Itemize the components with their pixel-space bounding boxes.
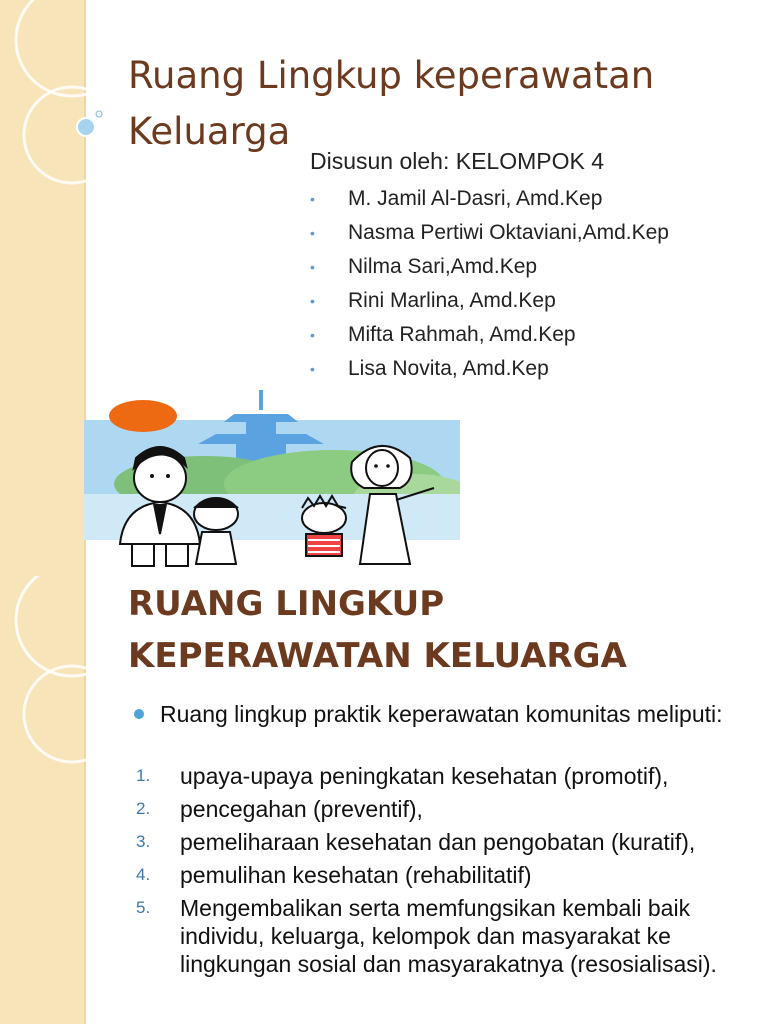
list-text: pemulihan kesehatan (rehabilitatif): [180, 862, 532, 888]
member-list: [310, 182, 669, 386]
slide-2: [0, 576, 768, 1024]
list-text: pemeliharaan kesehatan dan pengobatan (kuratif),: [180, 829, 696, 855]
member-item: [310, 182, 669, 216]
slide-title-line-2: KEPERAWATAN KELUARGA: [128, 636, 627, 676]
bullet-icon: •: [310, 293, 315, 309]
list-item: [128, 762, 748, 790]
bullet-icon: •: [310, 225, 315, 241]
intro-text: Ruang lingkup praktik keperawatan komunitas meliputi:: [160, 701, 723, 727]
member-name: Nasma Pertiwi Oktaviani,Amd.Kep: [348, 221, 669, 244]
slide-title: [128, 578, 627, 682]
scope-list: [128, 762, 748, 983]
list-number: 3.: [136, 832, 151, 851]
author-heading: Disusun oleh: KELOMPOK 4: [310, 148, 605, 174]
member-item: [310, 250, 669, 284]
member-item: [310, 318, 669, 352]
side-strip: [0, 576, 86, 1024]
family-illustration: [84, 384, 460, 576]
member-name: Mifta Rahmah, Amd.Kep: [348, 323, 576, 346]
member-name: Rini Marlina, Amd.Kep: [348, 289, 556, 312]
intro-paragraph: [160, 700, 740, 729]
list-item: [128, 828, 748, 856]
member-name: M. Jamil Al-Dasri, Amd.Kep: [348, 187, 603, 210]
member-name: Lisa Novita, Amd.Kep: [348, 357, 549, 380]
bullet-icon: •: [310, 327, 315, 343]
list-item: [128, 861, 748, 889]
list-item: [128, 894, 748, 978]
slide-title-line-1: RUANG LINGKUP: [128, 584, 445, 624]
bullet-dot-icon: [134, 709, 144, 719]
list-number: 2.: [136, 799, 151, 818]
member-item: [310, 352, 669, 386]
slide-title: [128, 48, 654, 160]
slide-title-line-1: Ruang Lingkup keperawatan: [128, 54, 655, 97]
list-text: pencegahan (preventif),: [180, 796, 423, 822]
list-number: 1.: [136, 766, 151, 785]
member-item: [310, 216, 669, 250]
slide-title-line-2: Keluarga: [128, 110, 291, 153]
list-number: 4.: [136, 865, 151, 884]
bullet-icon: •: [310, 259, 315, 275]
list-text: upaya-upaya peningkatan kesehatan (promotif),: [180, 763, 669, 789]
side-strip: [0, 0, 86, 576]
bullet-icon: •: [310, 361, 315, 377]
bullet-icon: •: [310, 191, 315, 207]
list-text: Mengembalikan serta memfungsikan kembali baik individu, keluarga, kelompok dan masyarakat ke lingkungan sosial dan masyarakatnya (resosialisasi).: [180, 895, 717, 977]
list-number: 5.: [136, 898, 151, 917]
member-item: [310, 284, 669, 318]
member-name: Nilma Sari,Amd.Kep: [348, 255, 538, 278]
list-item: [128, 795, 748, 823]
